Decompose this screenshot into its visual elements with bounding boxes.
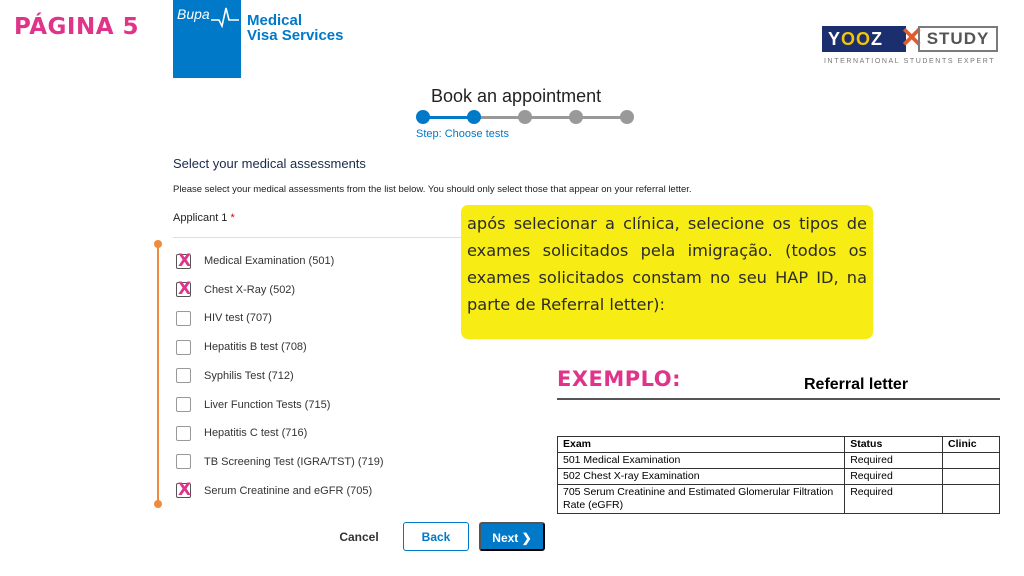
referral-letter-title: Referral letter [804, 376, 909, 393]
brand-title-line1: Medical [247, 12, 303, 29]
assessment-label: Serum Creatinine and eGFR (705) [204, 484, 373, 497]
timeline-line [157, 244, 159, 504]
assessment-label: Chest X-Ray (502) [204, 283, 296, 296]
divider [173, 237, 473, 238]
assessment-checkbox[interactable] [176, 426, 191, 441]
referral-table-header [558, 437, 1000, 453]
cancel-button[interactable]: Cancel [330, 525, 388, 549]
booking-title: Book an appointment [431, 86, 602, 106]
assessment-option[interactable] [176, 338, 307, 356]
cell-clinic [943, 469, 1000, 485]
yooz-tagline: INTERNATIONAL STUDENTS EXPERT [824, 58, 996, 65]
example-label: EXEMPLO: [557, 367, 682, 391]
cell-clinic [943, 485, 1000, 514]
yooz-x-mark-icon: ✕ [900, 22, 924, 53]
assessment-label: HIV test (707) [204, 312, 272, 325]
required-asterisk: * [230, 212, 235, 224]
cell-clinic [943, 453, 1000, 469]
assessment-label: Hepatitis C test (716) [204, 427, 308, 440]
stepper-step [518, 110, 532, 124]
assessment-checkbox[interactable] [176, 368, 191, 383]
check-x-icon: X [177, 250, 192, 271]
back-button[interactable]: Back [403, 522, 469, 551]
timeline-dot-bottom [154, 500, 162, 508]
column-header-status: Status [845, 437, 943, 453]
assessment-label: Hepatitis B test (708) [204, 341, 307, 354]
cell-status: Required [845, 469, 943, 485]
assessment-checkbox[interactable] [176, 279, 192, 300]
cell-status: Required [845, 453, 943, 469]
progress-stepper [416, 110, 636, 126]
assessment-checkbox[interactable] [176, 311, 191, 326]
assessment-option[interactable] [176, 482, 372, 500]
instruction-callout: após selecionar a clínica, selecione os tipos de exames solicitados pela imigração. (todos os exames solicitados constam no seu HAP ID, na parte de Referral letter): [461, 205, 873, 339]
heartbeat-icon [211, 6, 239, 28]
assessment-label: Liver Function Tests (715) [204, 398, 331, 411]
study-wordmark: STUDY [918, 26, 998, 52]
bupa-logo [173, 0, 241, 78]
assessment-option[interactable] [176, 309, 272, 327]
chevron-right-icon: ❯ [521, 531, 532, 545]
cell-exam: 502 Chest X-ray Examination [558, 469, 845, 485]
assessment-label: TB Screening Test (IGRA/TST) (719) [204, 455, 384, 468]
assessment-checkbox[interactable] [176, 250, 192, 271]
cell-status: Required [845, 485, 943, 514]
column-header-exam: Exam [558, 437, 845, 453]
page-label: PÁGINA 5 [14, 14, 140, 40]
assessment-label: Medical Examination (501) [204, 255, 335, 267]
applicant-name: Applicant 1 [173, 212, 228, 224]
assessment-option[interactable] [176, 424, 307, 442]
yooz-letter-y: Y [828, 29, 842, 49]
assessment-option[interactable] [176, 281, 295, 299]
brand-title [247, 13, 343, 43]
yooz-letters-oo: OO [841, 29, 872, 49]
table-row [558, 469, 1000, 485]
referral-letter-rule [557, 398, 1000, 400]
instructions-text: Please select your medical assessments from the list below. You should only select those that appear on your referral letter. [173, 184, 692, 195]
stepper-step [620, 110, 634, 124]
cell-exam: 501 Medical Examination [558, 453, 845, 469]
assessment-checkbox[interactable] [176, 397, 191, 412]
assessment-option[interactable] [176, 396, 330, 414]
yooz-study-logo [822, 24, 1000, 70]
section-title: Select your medical assessments [173, 156, 366, 171]
next-button-label: Next [492, 531, 519, 545]
referral-table [557, 436, 1000, 514]
check-x-icon: X [177, 480, 192, 501]
yooz-letter-z: Z [871, 29, 884, 49]
timeline-dot-top [154, 240, 162, 248]
next-button[interactable] [479, 522, 545, 551]
assessment-option[interactable] [176, 252, 334, 270]
check-x-icon: X [177, 279, 192, 300]
applicant-label [173, 212, 235, 224]
step-label: Step: Choose tests [416, 128, 509, 140]
cell-exam: 705 Serum Creatinine and Estimated Glomerular Filtration Rate (eGFR) [558, 485, 845, 514]
assessment-checkbox[interactable] [176, 480, 192, 501]
column-header-clinic: Clinic [943, 437, 1000, 453]
assessment-label: Syphilis Test (712) [204, 369, 294, 382]
stepper-step [416, 110, 430, 124]
assessment-checkbox[interactable] [176, 454, 191, 469]
stepper-step [569, 110, 583, 124]
assessment-checkbox[interactable] [176, 340, 191, 355]
yooz-wordmark [822, 26, 906, 52]
assessment-option[interactable] [176, 367, 294, 385]
bupa-wordmark: Bupa [177, 6, 210, 22]
stepper-step [467, 110, 481, 124]
table-row [558, 453, 1000, 469]
assessment-option[interactable] [176, 453, 384, 471]
table-row [558, 485, 1000, 514]
brand-title-line2: Visa Services [247, 27, 344, 44]
